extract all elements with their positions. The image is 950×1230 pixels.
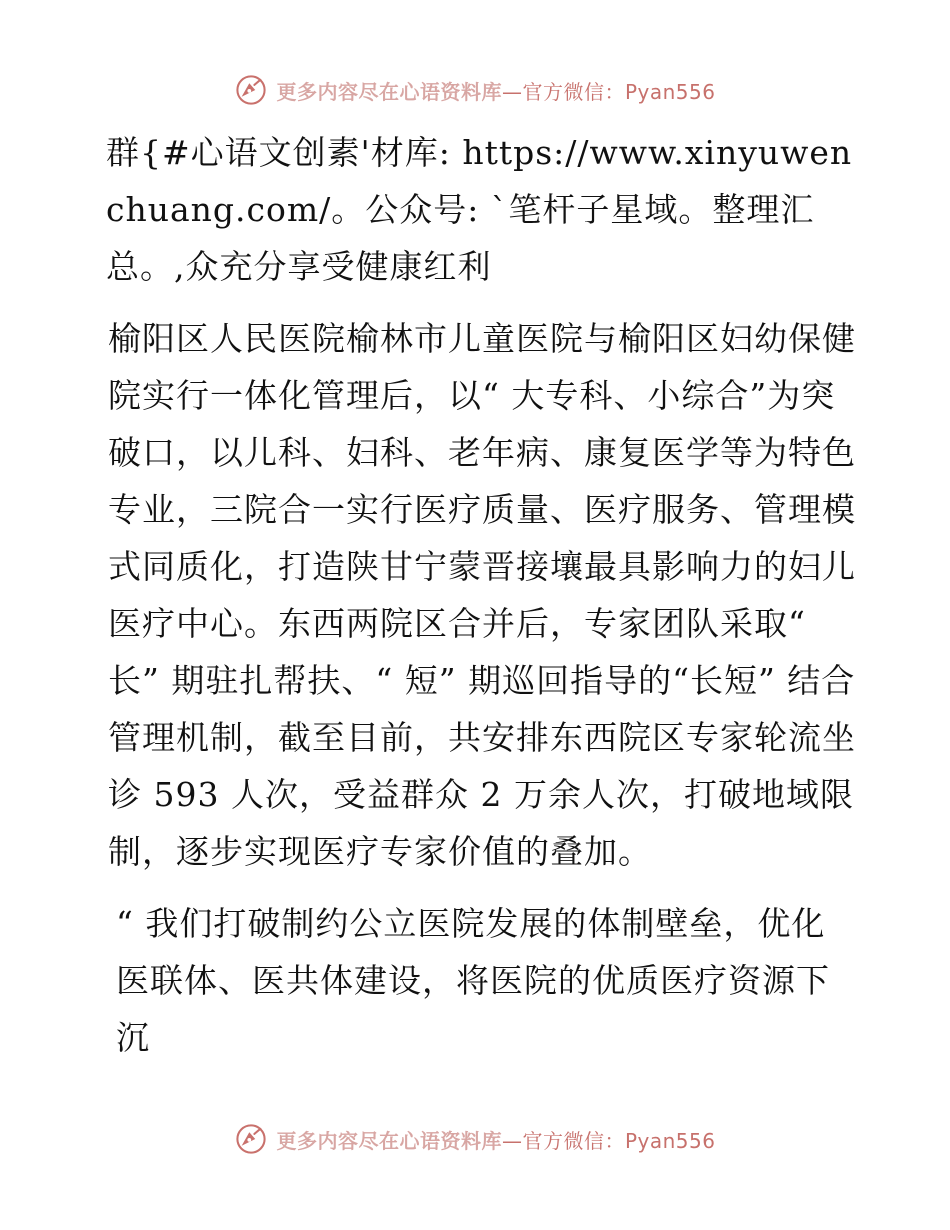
banner-tail-text: —官方微信：Pyan556: [501, 1128, 716, 1153]
banner-lead-text: 更多内容尽在心语资料库: [276, 79, 502, 104]
header-banner: [0, 70, 950, 110]
footer-banner: [0, 1119, 950, 1159]
banner-text: [276, 76, 715, 105]
pen-nib-logo-icon: [234, 73, 268, 107]
pen-nib-logo-icon: [234, 1122, 268, 1156]
banner-text: [276, 1125, 715, 1154]
paragraph-hospital-integration: 榆阳区人民医院榆林市儿童医院与榆阳区妇幼保健院实行一体化管理后，以“ 大专科、小综合”为突破口，以儿科、妇科、老年病、康复医学等为特色专业，三院合一实行医疗质量、医疗服务、管理模式同质化，打造陕甘宁蒙晋接壤最具影响力的妇儿医疗中心。东西两院区合并后，专家团队采取“ 长” 期驻扎帮扶、“ 短” 期巡回指导的“长短” 结合管理机制，截至目前，共安排东西院区专家轮流坐诊 593 人次，受益群众 2 万余人次，打破地域限制，逐步实现医疗专家价值的叠加。: [108, 319, 856, 871]
banner-tail-text: —官方微信：Pyan556: [501, 79, 716, 104]
banner-lead-text: 更多内容尽在心语资料库: [276, 1128, 502, 1153]
paragraph-intro: 群{#心语文创素'材库: https://www.xinyuwenchuang.com/。公众号: `笔杆子星域。整理汇总。,众充分享受健康红利: [106, 133, 853, 286]
document-body: [98, 124, 858, 1066]
paragraph-quote: “ 我们打破制约公立医院发展的体制壁垒，优化医联体、医共体建设，将医院的优质医疗资源下沉: [116, 904, 830, 1057]
